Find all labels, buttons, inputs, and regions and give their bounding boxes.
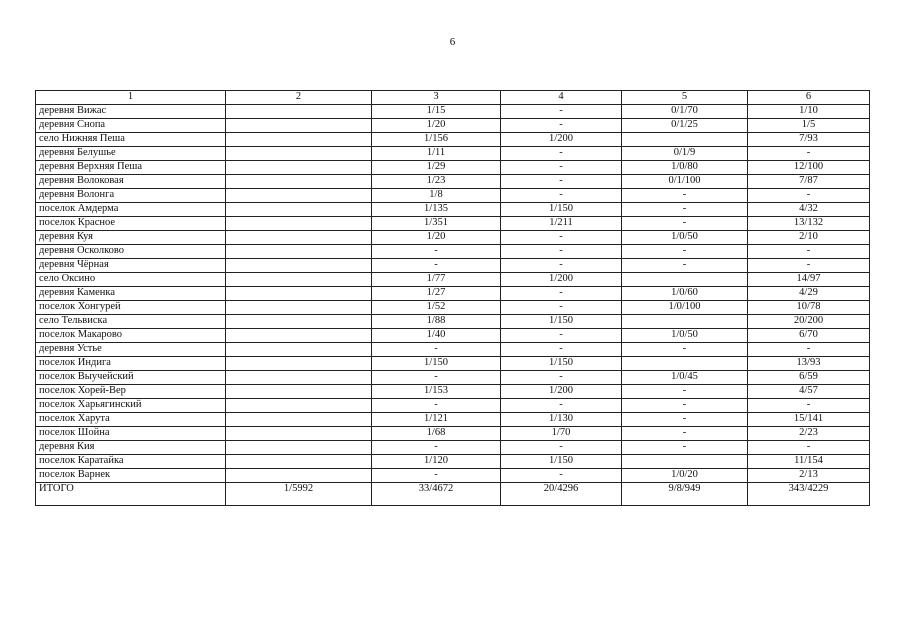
table-cell: -	[748, 189, 870, 203]
table-cell: -	[372, 245, 501, 259]
table-cell: 1/150	[501, 357, 622, 371]
column-header: 5	[622, 91, 748, 105]
table-cell: 1/211	[501, 217, 622, 231]
table-cell: 1/200	[501, 133, 622, 147]
table-row	[36, 399, 870, 413]
table-cell: 1/20	[372, 119, 501, 133]
settlement-name-cell: поселок Харута	[36, 413, 226, 427]
table-cell: 7/93	[748, 133, 870, 147]
table-cell	[226, 315, 372, 329]
settlement-name-cell: поселок Харьягинский	[36, 399, 226, 413]
table-cell: 1/5	[748, 119, 870, 133]
table-cell: 1/0/50	[622, 231, 748, 245]
column-header: 4	[501, 91, 622, 105]
table-cell: 1/0/50	[622, 329, 748, 343]
table-row	[36, 133, 870, 147]
table-cell: -	[748, 245, 870, 259]
table-row	[36, 147, 870, 161]
table-cell: -	[501, 287, 622, 301]
settlement-name-cell: деревня Устье	[36, 343, 226, 357]
table-cell: 1/20	[372, 231, 501, 245]
table-cell: 1/70	[501, 427, 622, 441]
table-cell: 1/10	[748, 105, 870, 119]
table-cell: -	[372, 469, 501, 483]
table-cell: -	[622, 399, 748, 413]
table-row	[36, 245, 870, 259]
settlement-name-cell: поселок Амдерма	[36, 203, 226, 217]
table-cell: 20/200	[748, 315, 870, 329]
settlement-name-cell: село Тельвиска	[36, 315, 226, 329]
table-header	[36, 91, 870, 105]
settlement-name-cell: поселок Макарово	[36, 329, 226, 343]
table-cell: -	[501, 231, 622, 245]
table-cell: -	[501, 175, 622, 189]
column-header: 1	[36, 91, 226, 105]
table-cell	[226, 301, 372, 315]
table-cell: 1/150	[501, 203, 622, 217]
table-cell: -	[622, 385, 748, 399]
table-row	[36, 273, 870, 287]
table-cell	[622, 315, 748, 329]
table-cell: 1/0/60	[622, 287, 748, 301]
column-header: 6	[748, 91, 870, 105]
table-cell: -	[501, 119, 622, 133]
table-cell: 1/150	[372, 357, 501, 371]
table-cell: -	[501, 245, 622, 259]
table-cell	[622, 133, 748, 147]
table-cell: 4/57	[748, 385, 870, 399]
table-cell: -	[622, 259, 748, 273]
table-cell: -	[501, 301, 622, 315]
total-cell: 343/4229	[748, 483, 870, 506]
table-cell: -	[622, 413, 748, 427]
table-row	[36, 413, 870, 427]
table-cell	[622, 455, 748, 469]
table-row	[36, 329, 870, 343]
table-cell: -	[501, 105, 622, 119]
table-row	[36, 469, 870, 483]
table-row	[36, 259, 870, 273]
table-cell	[226, 259, 372, 273]
table-cell: 1/0/80	[622, 161, 748, 175]
table-row	[36, 385, 870, 399]
table-cell: 0/1/25	[622, 119, 748, 133]
table-cell: -	[748, 343, 870, 357]
table-cell: 12/100	[748, 161, 870, 175]
table-cell: -	[748, 259, 870, 273]
table-cell: 2/23	[748, 427, 870, 441]
table-cell: 1/40	[372, 329, 501, 343]
table-cell: -	[501, 161, 622, 175]
table-cell: 11/154	[748, 455, 870, 469]
settlement-name-cell: деревня Каменка	[36, 287, 226, 301]
table-cell: -	[622, 203, 748, 217]
table-cell: 1/29	[372, 161, 501, 175]
table-cell	[226, 385, 372, 399]
table-cell: 1/27	[372, 287, 501, 301]
table-cell	[226, 287, 372, 301]
settlement-name-cell: село Оксино	[36, 273, 226, 287]
table-body	[36, 105, 870, 483]
column-header: 2	[226, 91, 372, 105]
settlement-name-cell: поселок Хорей-Вер	[36, 385, 226, 399]
table-cell: 1/156	[372, 133, 501, 147]
settlement-name-cell: деревня Осколково	[36, 245, 226, 259]
table-cell: -	[501, 343, 622, 357]
total-label: ИТОГО	[36, 483, 226, 506]
table-cell: 1/88	[372, 315, 501, 329]
table-cell	[226, 231, 372, 245]
table-cell	[226, 133, 372, 147]
settlement-name-cell: поселок Шойна	[36, 427, 226, 441]
settlement-name-cell: поселок Выучейский	[36, 371, 226, 385]
table-cell: 1/11	[372, 147, 501, 161]
table-cell: 13/93	[748, 357, 870, 371]
table-cell: 1/120	[372, 455, 501, 469]
table-cell: 1/52	[372, 301, 501, 315]
table-row	[36, 231, 870, 245]
table-row	[36, 441, 870, 455]
table-cell: 1/23	[372, 175, 501, 189]
table-cell: 2/13	[748, 469, 870, 483]
table-row	[36, 217, 870, 231]
table-cell: 1/0/20	[622, 469, 748, 483]
table-row	[36, 175, 870, 189]
table-cell	[226, 203, 372, 217]
table-cell: -	[501, 189, 622, 203]
page-number: 6	[449, 36, 456, 48]
table-cell: -	[372, 259, 501, 273]
table-cell	[226, 217, 372, 231]
table-cell: 1/200	[501, 273, 622, 287]
table-cell: 15/141	[748, 413, 870, 427]
settlement-name-cell: деревня Кия	[36, 441, 226, 455]
table-cell	[226, 329, 372, 343]
table-cell: -	[748, 441, 870, 455]
total-row	[36, 483, 870, 506]
header-row	[36, 91, 870, 105]
table-row	[36, 161, 870, 175]
table-cell: 1/150	[501, 315, 622, 329]
table-cell	[226, 273, 372, 287]
settlement-name-cell: село Нижняя Пеша	[36, 133, 226, 147]
table-cell: 0/1/100	[622, 175, 748, 189]
table-cell	[226, 175, 372, 189]
settlement-name-cell: поселок Индига	[36, 357, 226, 371]
settlement-name-cell: поселок Варнек	[36, 469, 226, 483]
table-row	[36, 315, 870, 329]
table-cell: -	[501, 441, 622, 455]
table-cell	[226, 357, 372, 371]
table-cell	[622, 357, 748, 371]
settlement-name-cell: поселок Красное	[36, 217, 226, 231]
data-table	[35, 90, 870, 506]
table-cell	[226, 469, 372, 483]
table-cell: -	[501, 259, 622, 273]
table-cell: -	[501, 371, 622, 385]
table-cell: 2/10	[748, 231, 870, 245]
table-row	[36, 119, 870, 133]
table-cell: 1/0/45	[622, 371, 748, 385]
table-cell: 0/1/9	[622, 147, 748, 161]
total-cell: 1/5992	[226, 483, 372, 506]
table-cell: -	[748, 399, 870, 413]
table-cell	[226, 371, 372, 385]
table-cell: -	[372, 343, 501, 357]
table-row	[36, 105, 870, 119]
table-cell: -	[501, 469, 622, 483]
table-cell: -	[622, 217, 748, 231]
table-cell	[226, 343, 372, 357]
settlement-name-cell: поселок Хонгурей	[36, 301, 226, 315]
settlement-name-cell: деревня Чёрная	[36, 259, 226, 273]
table-cell: 1/15	[372, 105, 501, 119]
table-cell: 6/59	[748, 371, 870, 385]
table-cell: -	[501, 147, 622, 161]
table-cell: -	[622, 189, 748, 203]
table-cell	[226, 161, 372, 175]
table-row	[36, 427, 870, 441]
table-row	[36, 371, 870, 385]
table-cell: 13/132	[748, 217, 870, 231]
table-cell: 1/77	[372, 273, 501, 287]
settlement-name-cell: деревня Белушье	[36, 147, 226, 161]
table-row	[36, 455, 870, 469]
table-cell: 0/1/70	[622, 105, 748, 119]
table-footer	[36, 483, 870, 506]
table-cell: 1/0/100	[622, 301, 748, 315]
table-cell: 14/97	[748, 273, 870, 287]
table-row	[36, 343, 870, 357]
table-cell: -	[622, 427, 748, 441]
total-cell: 9/8/949	[622, 483, 748, 506]
table-cell: -	[501, 399, 622, 413]
table-cell: 4/32	[748, 203, 870, 217]
table-cell: -	[622, 441, 748, 455]
table-cell: 1/135	[372, 203, 501, 217]
settlement-name-cell: деревня Снопа	[36, 119, 226, 133]
table-cell	[226, 119, 372, 133]
settlement-name-cell: деревня Волонга	[36, 189, 226, 203]
table-cell	[226, 427, 372, 441]
table-cell: -	[501, 329, 622, 343]
table-cell: -	[622, 245, 748, 259]
table-cell	[226, 147, 372, 161]
table-row	[36, 189, 870, 203]
settlement-name-cell: поселок Каратайка	[36, 455, 226, 469]
table-cell	[226, 413, 372, 427]
table-cell: -	[372, 399, 501, 413]
total-cell: 33/4672	[372, 483, 501, 506]
table-cell: 10/78	[748, 301, 870, 315]
column-header: 3	[372, 91, 501, 105]
table-cell: 7/87	[748, 175, 870, 189]
table-cell: -	[748, 147, 870, 161]
table-cell	[226, 189, 372, 203]
table-row	[36, 357, 870, 371]
table-cell: 1/200	[501, 385, 622, 399]
settlement-name-cell: деревня Верхняя Пеша	[36, 161, 226, 175]
table-cell	[622, 273, 748, 287]
table-cell: 1/121	[372, 413, 501, 427]
table-row	[36, 287, 870, 301]
table-cell: 1/68	[372, 427, 501, 441]
settlement-name-cell: деревня Волоковая	[36, 175, 226, 189]
table-cell: 1/130	[501, 413, 622, 427]
table-cell	[226, 441, 372, 455]
table-cell: 1/150	[501, 455, 622, 469]
table-cell: 4/29	[748, 287, 870, 301]
settlement-name-cell: деревня Вижас	[36, 105, 226, 119]
table-cell: 1/8	[372, 189, 501, 203]
table-cell	[226, 105, 372, 119]
table-cell: -	[372, 441, 501, 455]
table-row	[36, 203, 870, 217]
table-cell	[226, 399, 372, 413]
table-cell	[226, 455, 372, 469]
table-cell: -	[622, 343, 748, 357]
table-cell: 6/70	[748, 329, 870, 343]
table-cell: 1/153	[372, 385, 501, 399]
table-cell: -	[372, 371, 501, 385]
settlement-name-cell: деревня Куя	[36, 231, 226, 245]
table-row	[36, 301, 870, 315]
table-cell	[226, 245, 372, 259]
total-cell: 20/4296	[501, 483, 622, 506]
table-cell: 1/351	[372, 217, 501, 231]
